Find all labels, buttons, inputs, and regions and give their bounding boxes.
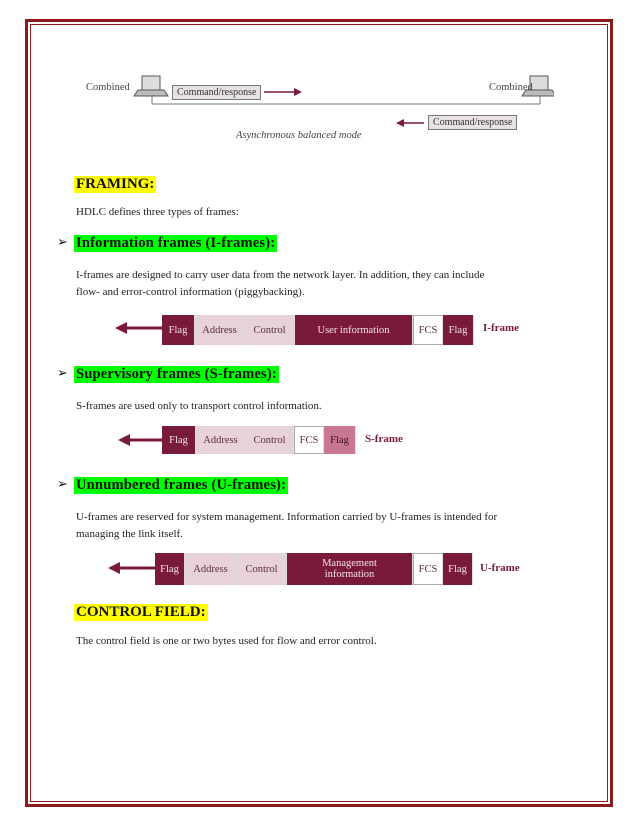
left-station-label: Combined xyxy=(86,82,130,93)
u-frames-text-line1: U-frames are reserved for system management. Information carried by U-frames is intended for xyxy=(76,511,498,523)
i-frame-diagram xyxy=(162,315,474,345)
bullet-arrow-icon: ➢ xyxy=(57,235,68,250)
u-frame-label: U-frame xyxy=(480,562,520,574)
bullet-arrow-icon: ➢ xyxy=(57,366,68,381)
s-frame-control: Control xyxy=(246,426,294,454)
u-frames-heading: Unnumbered frames (U-frames): xyxy=(76,477,287,493)
abm-caption: Asynchronous balanced mode xyxy=(236,130,362,141)
s-frame-address: Address xyxy=(196,426,246,454)
s-frame-label: S-frame xyxy=(365,433,403,445)
s-frames-text: S-frames are used only to transport control information. xyxy=(76,400,322,412)
u-frame-management-information: Management information xyxy=(287,553,413,585)
u-frame-arrow-icon xyxy=(108,558,158,578)
i-frame-arrow-icon xyxy=(115,318,165,338)
i-frame-flag-end: Flag xyxy=(443,315,474,345)
command-response-box-bottom: Command/response xyxy=(428,115,517,130)
i-frames-heading: Information frames (I-frames): xyxy=(76,235,276,251)
control-field-heading: CONTROL FIELD: xyxy=(76,604,206,620)
abm-figure xyxy=(84,72,554,152)
u-frame-control: Control xyxy=(237,553,287,585)
s-frame-fcs: FCS xyxy=(294,426,324,454)
bullet-arrow-icon: ➢ xyxy=(57,477,68,492)
command-response-box-top: Command/response xyxy=(172,85,261,100)
s-frames-heading: Supervisory frames (S-frames): xyxy=(76,366,277,382)
right-station-label: Combined xyxy=(489,82,533,93)
u-frame-address: Address xyxy=(185,553,237,585)
left-computer-icon xyxy=(134,76,168,96)
u-frame-flag-start: Flag xyxy=(155,553,185,585)
framing-heading: FRAMING: xyxy=(76,176,155,192)
i-frame-flag-start: Flag xyxy=(162,315,195,345)
i-frames-text-line2: flow- and error-control information (piggybacking). xyxy=(76,286,305,298)
control-field-text: The control field is one or two bytes used for flow and error control. xyxy=(76,635,377,647)
i-frame-address: Address xyxy=(195,315,245,345)
s-frame-arrow-icon xyxy=(118,430,168,450)
s-frame-diagram xyxy=(162,426,356,454)
u-frames-text-line2: managing the link itself. xyxy=(76,528,183,540)
s-frame-flag-end: Flag xyxy=(324,426,356,454)
framing-intro: HDLC defines three types of frames: xyxy=(76,206,239,218)
i-frame-label: I-frame xyxy=(483,322,520,334)
u-frame-diagram xyxy=(155,553,473,585)
i-frames-text-line1: I-frames are designed to carry user data from the network layer. In addition, they can include xyxy=(76,269,485,281)
i-frame-user-information: User information xyxy=(295,315,413,345)
u-frame-flag-end: Flag xyxy=(443,553,473,585)
i-frame-fcs: FCS xyxy=(413,315,443,345)
i-frame-control: Control xyxy=(245,315,295,345)
u-frame-fcs: FCS xyxy=(413,553,443,585)
s-frame-flag-start: Flag xyxy=(162,426,196,454)
